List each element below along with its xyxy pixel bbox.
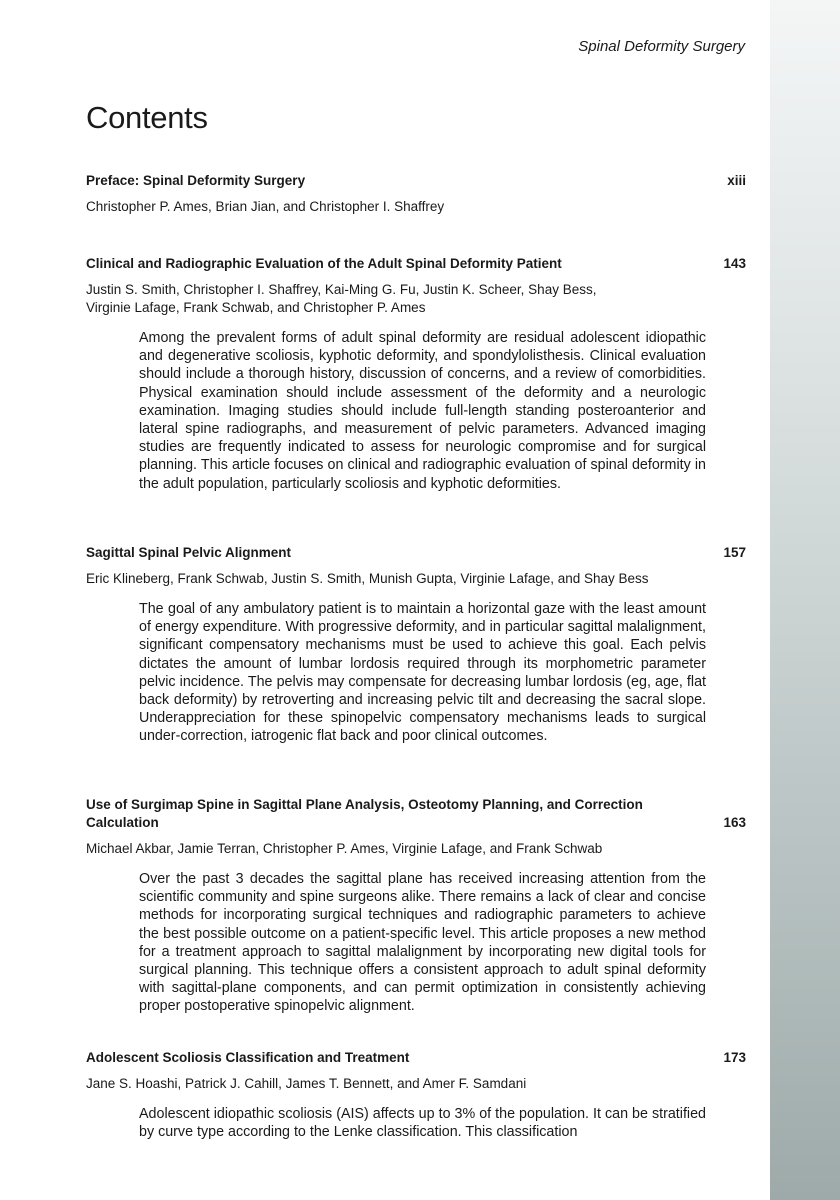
entry-head xyxy=(86,1049,746,1067)
entry-head xyxy=(86,544,746,562)
entry-title[interactable]: Sagittal Spinal Pelvic Alignment xyxy=(86,545,292,560)
entry-page-number[interactable]: 157 xyxy=(723,545,746,560)
entry-title[interactable]: Preface: Spinal Deformity Surgery xyxy=(86,173,306,188)
entry-authors: Michael Akbar, Jamie Terran, Christopher P. Ames, Virginie Lafage, and Frank Schwab xyxy=(86,841,603,856)
entry-title[interactable]: Use of Surgimap Spine in Sagittal Plane Analysis, Osteotomy Planning, and Correction Calculation xyxy=(86,797,643,830)
side-band-decoration xyxy=(770,0,840,1200)
entry-head xyxy=(86,255,746,273)
entry-authors: Jane S. Hoashi, Patrick J. Cahill, James T. Bennett, and Amer F. Samdani xyxy=(86,1076,527,1091)
running-head: Spinal Deformity Surgery xyxy=(578,38,745,55)
page-title: Contents xyxy=(86,100,208,135)
entry-page-number[interactable]: xiii xyxy=(727,173,746,188)
entry-head xyxy=(86,796,746,832)
toc-entry-sagittal-alignment xyxy=(86,544,746,746)
entry-authors-line: Justin S. Smith, Christopher I. Shaffrey, Kai-Ming G. Fu, Justin K. Scheer, Shay Bess, xyxy=(86,282,597,297)
toc-entry-surgimap xyxy=(86,796,746,1016)
entry-authors: Eric Klineberg, Frank Schwab, Justin S. Smith, Munish Gupta, Virginie Lafage, and Shay Bess xyxy=(86,571,649,586)
toc-entry-preface xyxy=(86,172,746,216)
entry-abstract: Adolescent idiopathic scoliosis (AIS) affects up to 3% of the population. It can be stratified by curve type according to the Lenke classification. This classification xyxy=(139,1106,706,1141)
entry-title[interactable]: Clinical and Radiographic Evaluation of the Adult Spinal Deformity Patient xyxy=(86,256,562,271)
entry-page-number[interactable]: 163 xyxy=(723,815,746,830)
entry-abstract: Over the past 3 decades the sagittal plane has received increasing attention from the scientific community and spine surgeons alike. There remains a lack of clear and concise methods for incorporating surgical techniques and radiographic parameters to achieve the best possible outcome on a patient-specific level. This article proposes a new method for a treatment approach to sagittal malalignment by incorporating new digital tools for surgical planning. This technique offers a consistent approach to adult spinal deformity with sagittal-plane components, and can permit optimization in consistently achieving proper postoperative spinopelvic alignment. xyxy=(139,871,706,1015)
entry-title[interactable]: Adolescent Scoliosis Classification and Treatment xyxy=(86,1050,410,1065)
entry-abstract: Among the prevalent forms of adult spinal deformity are residual adolescent idiopathic and degenerative scoliosis, kyphotic deformity, and spondylolisthesis. Clinical evaluation should include a thorough history, discussion of concerns, and a review of comorbidities. Physical examination should include assessment of the deformity and a neurologic examination. Imaging studies should include full-length standing posteroanterior and lateral spine radiographs, and measurement of pelvic parameters. Advanced imaging studies are frequently indicated to assess for neurologic compromise and for surgical planning. This article focuses on clinical and radiographic evaluation of spinal deformity in the adult population, particularly scoliosis and kyphotic deformities. xyxy=(139,330,706,492)
entry-page-number[interactable]: 143 xyxy=(723,256,746,271)
entry-authors xyxy=(86,281,746,317)
entry-authors: Christopher P. Ames, Brian Jian, and Christopher I. Shaffrey xyxy=(86,199,445,214)
toc-entry-clinical-evaluation xyxy=(86,255,746,493)
entry-abstract: The goal of any ambulatory patient is to maintain a horizontal gaze with the least amount of energy expenditure. With progressive deformity, and in particular sagittal malalignment, significant compensatory mechanisms must be used to achieve this goal. Each pelvis dictates the amount of lumbar lordosis required through its morphometric parameter pelvic incidence. The pelvis may compensate for decreasing lumbar lordosis (eg, age, flat back deformity) by retroverting and increasing pelvic tilt and decreasing the sacral slope. Underappreciation for these spinopelvic compensatory mechanisms leads to surgical under-correction, iatrogenic flat back and poor clinical outcomes. xyxy=(139,601,706,745)
entry-page-number[interactable]: 173 xyxy=(723,1050,746,1065)
entry-head xyxy=(86,172,746,190)
toc-entry-adolescent-scoliosis xyxy=(86,1049,746,1141)
entry-authors-line: Virginie Lafage, Frank Schwab, and Christopher P. Ames xyxy=(86,300,426,315)
